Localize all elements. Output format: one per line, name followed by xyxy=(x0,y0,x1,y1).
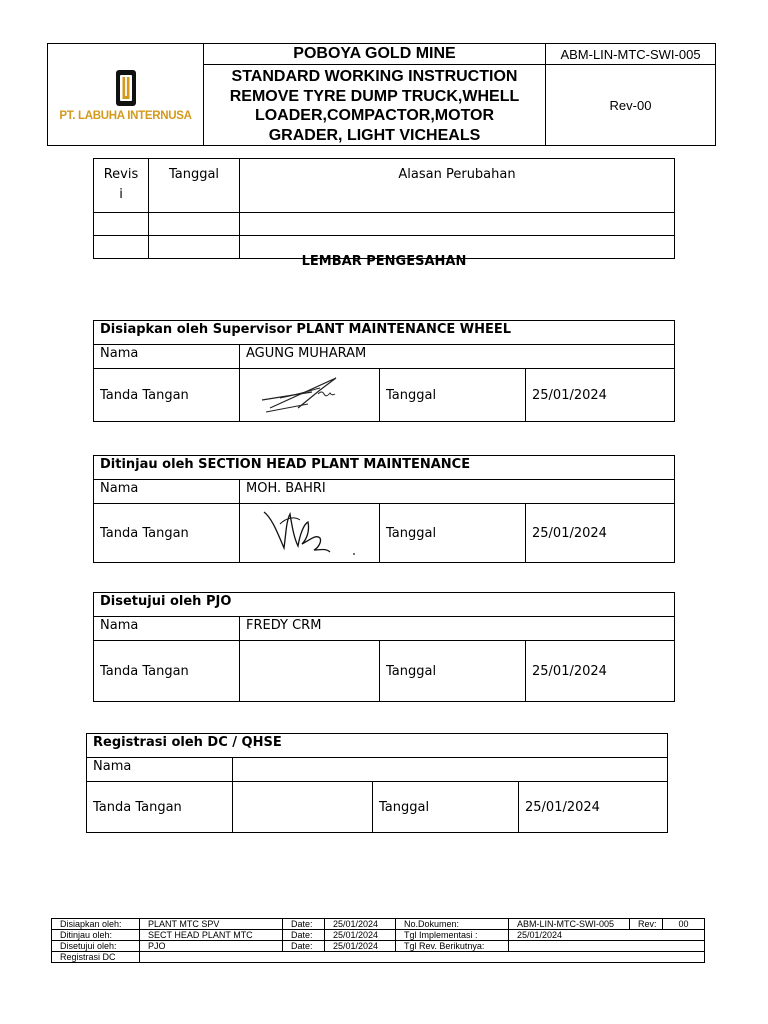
tanda-tangan-label: Tanda Tangan xyxy=(87,782,233,833)
alasan-header: Alasan Perubahan xyxy=(240,159,675,213)
nama-value xyxy=(233,758,668,782)
footer-value: SECT HEAD PLANT MTC xyxy=(140,930,283,941)
signature-cell xyxy=(240,504,380,563)
tanggal-label: Tanggal xyxy=(380,369,526,422)
table-cell xyxy=(94,213,149,236)
section-title: LEMBAR PENGESAHAN xyxy=(301,254,467,269)
document-title xyxy=(204,65,546,146)
revisi-header-text: Revis i xyxy=(103,167,139,202)
footer-label: Disetujui oleh: xyxy=(52,941,140,952)
tanggal-label: Tanggal xyxy=(380,504,526,563)
signoff-heading: Disetujui oleh PJO xyxy=(94,593,675,617)
signoff-registered xyxy=(86,733,668,833)
tanggal-value: 25/01/2024 xyxy=(526,369,675,422)
tanda-tangan-label: Tanda Tangan xyxy=(94,504,240,563)
table-cell xyxy=(149,213,240,236)
footer-label: Disiapkan oleh: xyxy=(52,919,140,930)
nama-value: FREDY CRM xyxy=(240,617,675,641)
revision-number: Rev-00 xyxy=(546,65,716,146)
document-number: ABM-LIN-MTC-SWI-005 xyxy=(546,44,716,65)
footer-date: 25/01/2024 xyxy=(325,930,396,941)
signature-cell xyxy=(233,782,373,833)
table-cell xyxy=(240,213,675,236)
signoff-approved xyxy=(93,592,675,702)
footer-date-label: Date: xyxy=(283,941,325,952)
footer-date-label: Date: xyxy=(283,919,325,930)
document-header xyxy=(47,43,716,146)
tanda-tangan-label: Tanda Tangan xyxy=(94,641,240,702)
signoff-heading: Ditinjau oleh SECTION HEAD PLANT MAINTENANCE xyxy=(94,456,675,480)
footer-value: PLANT MTC SPV xyxy=(140,919,283,930)
footer-key: Tgl Rev. Berikutnya: xyxy=(396,941,509,952)
company-logo-cell xyxy=(48,44,204,146)
tanggal-label: Tanggal xyxy=(380,641,526,702)
footer-key: Tgl Implementasi : xyxy=(396,930,509,941)
footer-date: 25/01/2024 xyxy=(325,919,396,930)
tanggal-value: 25/01/2024 xyxy=(526,504,675,563)
tanggal-value: 25/01/2024 xyxy=(526,641,675,702)
signoff-reviewed xyxy=(93,455,675,563)
signature-cell xyxy=(240,641,380,702)
title-line: STANDARD WORKING INSTRUCTION xyxy=(231,68,518,85)
signature-cell xyxy=(240,369,380,422)
signoff-heading: Disiapkan oleh Supervisor PLANT MAINTENANCE WHEEL xyxy=(94,321,675,345)
signoff-prepared xyxy=(93,320,675,422)
company-logo-icon xyxy=(114,68,138,108)
document-footer xyxy=(51,918,705,963)
footer-value: PJO xyxy=(140,941,283,952)
footer-key: No.Dokumen: xyxy=(396,919,509,930)
nama-value: AGUNG MUHARAM xyxy=(240,345,675,369)
footer-date-label: Date: xyxy=(283,930,325,941)
footer-label: Registrasi DC xyxy=(52,952,140,963)
mine-name: POBOYA GOLD MINE xyxy=(204,44,546,65)
footer-doc-number: ABM-LIN-MTC-SWI-005 xyxy=(509,919,630,930)
signature-icon xyxy=(250,370,370,416)
footer-rev: 00 xyxy=(663,919,705,930)
title-line: REMOVE TYRE DUMP TRUCK,WHELL xyxy=(229,87,520,105)
nama-label: Nama xyxy=(94,345,240,369)
nama-value: MOH. BAHRI xyxy=(240,480,675,504)
footer-label: Ditinjau oleh: xyxy=(52,930,140,941)
signature-icon xyxy=(250,504,370,558)
footer-next-rev xyxy=(509,941,705,952)
tanda-tangan-label: Tanda Tangan xyxy=(94,369,240,422)
tanggal-header: Tanggal xyxy=(149,159,240,213)
footer-value xyxy=(140,952,705,963)
nama-label: Nama xyxy=(87,758,233,782)
title-line: LOADER,COMPACTOR,MOTOR xyxy=(254,107,495,124)
title-line: GRADER, LIGHT VICHEALS xyxy=(268,126,481,144)
nama-label: Nama xyxy=(94,617,240,641)
revision-table xyxy=(93,158,675,259)
signoff-heading: Registrasi oleh DC / QHSE xyxy=(87,734,668,758)
footer-date: 25/01/2024 xyxy=(325,941,396,952)
revisi-header xyxy=(94,159,149,213)
nama-label: Nama xyxy=(94,480,240,504)
tanggal-value: 25/01/2024 xyxy=(519,782,668,833)
footer-rev-label: Rev: xyxy=(630,919,663,930)
company-name: PT. LABUHA INTERNUSA xyxy=(59,109,192,122)
tanggal-label: Tanggal xyxy=(373,782,519,833)
footer-impl-date: 25/01/2024 xyxy=(509,930,705,941)
